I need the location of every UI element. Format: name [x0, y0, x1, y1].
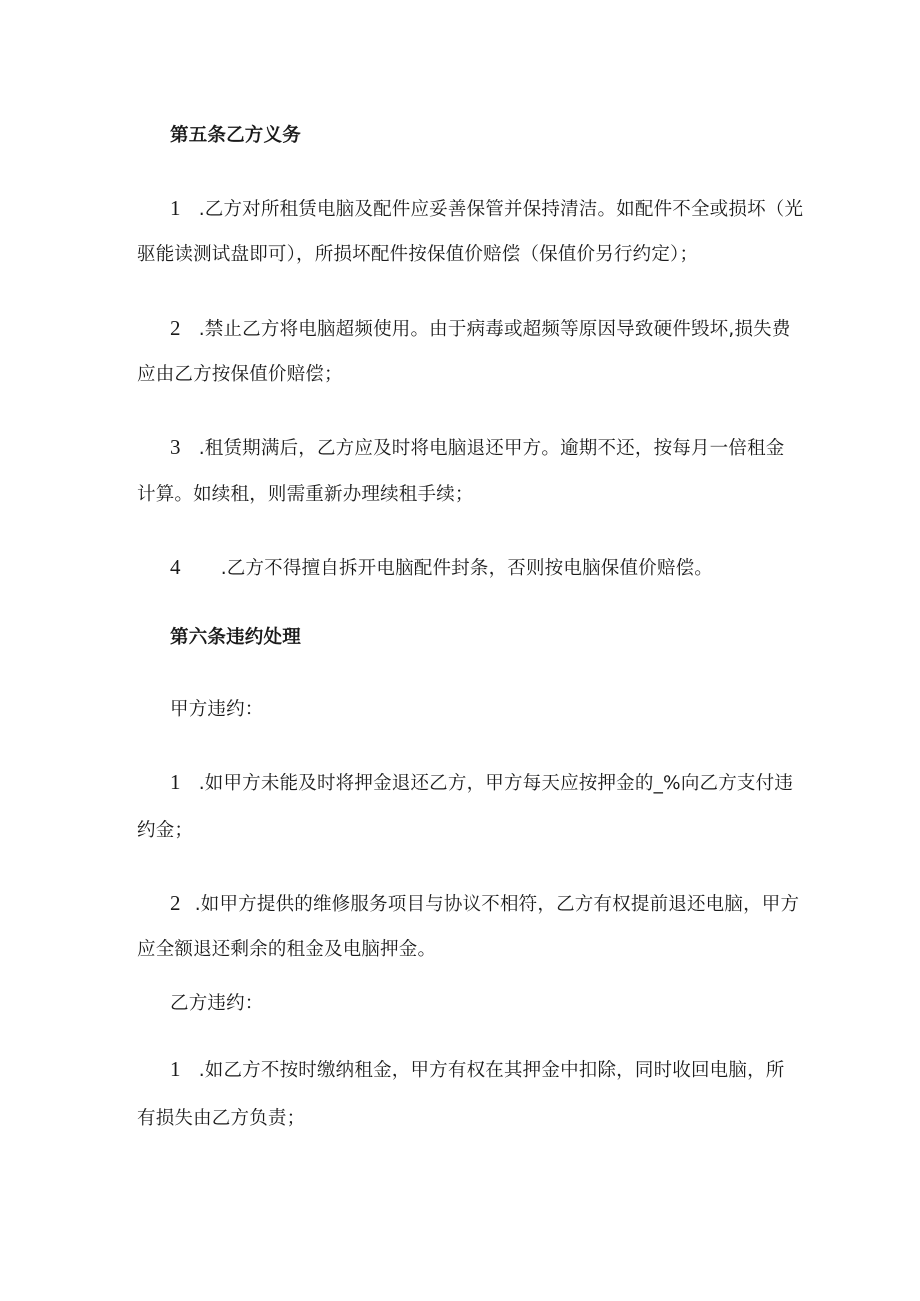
- clause-number: 3: [170, 435, 181, 459]
- clause-number: 1: [170, 196, 181, 220]
- section-heading: 第六条违约处理: [170, 627, 301, 648]
- clause-line: [170, 198, 803, 220]
- clause-text: .乙方对所租赁电脑及配件应妥善保管并保持清洁。如配件不全或损坏（光: [198, 199, 804, 220]
- clause-text: .如甲方提供的维修服务项目与协议不相符，乙方有权提前退还电脑，甲方: [194, 894, 800, 915]
- clause-line-continuation: 驱能读测试盘即可），所损坏配件按保值价赔偿（保值价另行约定）；: [137, 244, 699, 265]
- clause-line: [170, 557, 713, 579]
- party-label: 乙方违约：: [170, 993, 264, 1014]
- clause-text: .租赁期满后，乙方应及时将电脑退还甲方。逾期不还，按每月一倍租金: [198, 438, 785, 459]
- clause-number: 2: [170, 316, 181, 340]
- clause-line: [170, 318, 791, 340]
- clause-text: .禁止乙方将电脑超频使用。由于病毒或超频等原因导致硬件毁坏,损失费: [198, 319, 791, 340]
- clause-number: 4: [170, 555, 181, 579]
- clause-text: .如甲方未能及时将押金退还乙方，甲方每天应按押金的_%向乙方支付违: [198, 773, 794, 794]
- section-heading: 第五条乙方义务: [170, 125, 301, 146]
- clause-line: [170, 893, 799, 915]
- clause-line-continuation: 约金；: [137, 820, 194, 841]
- clause-text: .乙方不得擅自拆开电脑配件封条，否则按电脑保值价赔偿。: [220, 558, 713, 579]
- party-label: 甲方违约：: [170, 699, 264, 720]
- clause-line-continuation: 应全额退还剩余的租金及电脑押金。: [137, 939, 437, 960]
- clause-line: [170, 772, 793, 794]
- clause-number: 1: [170, 1057, 181, 1081]
- clause-line-continuation: 计算。如续租，则需重新办理续租手续；: [137, 484, 474, 505]
- clause-line-continuation: 有损失由乙方负责；: [137, 1108, 306, 1129]
- clause-number: 2: [170, 891, 181, 915]
- clause-line-continuation: 应由乙方按保值价赔偿；: [137, 364, 343, 385]
- clause-line: [170, 1059, 785, 1081]
- clause-number: 1: [170, 770, 181, 794]
- clause-line: [170, 437, 785, 459]
- clause-text: .如乙方不按时缴纳租金，甲方有权在其押金中扣除，同时收回电脑，所: [198, 1060, 785, 1081]
